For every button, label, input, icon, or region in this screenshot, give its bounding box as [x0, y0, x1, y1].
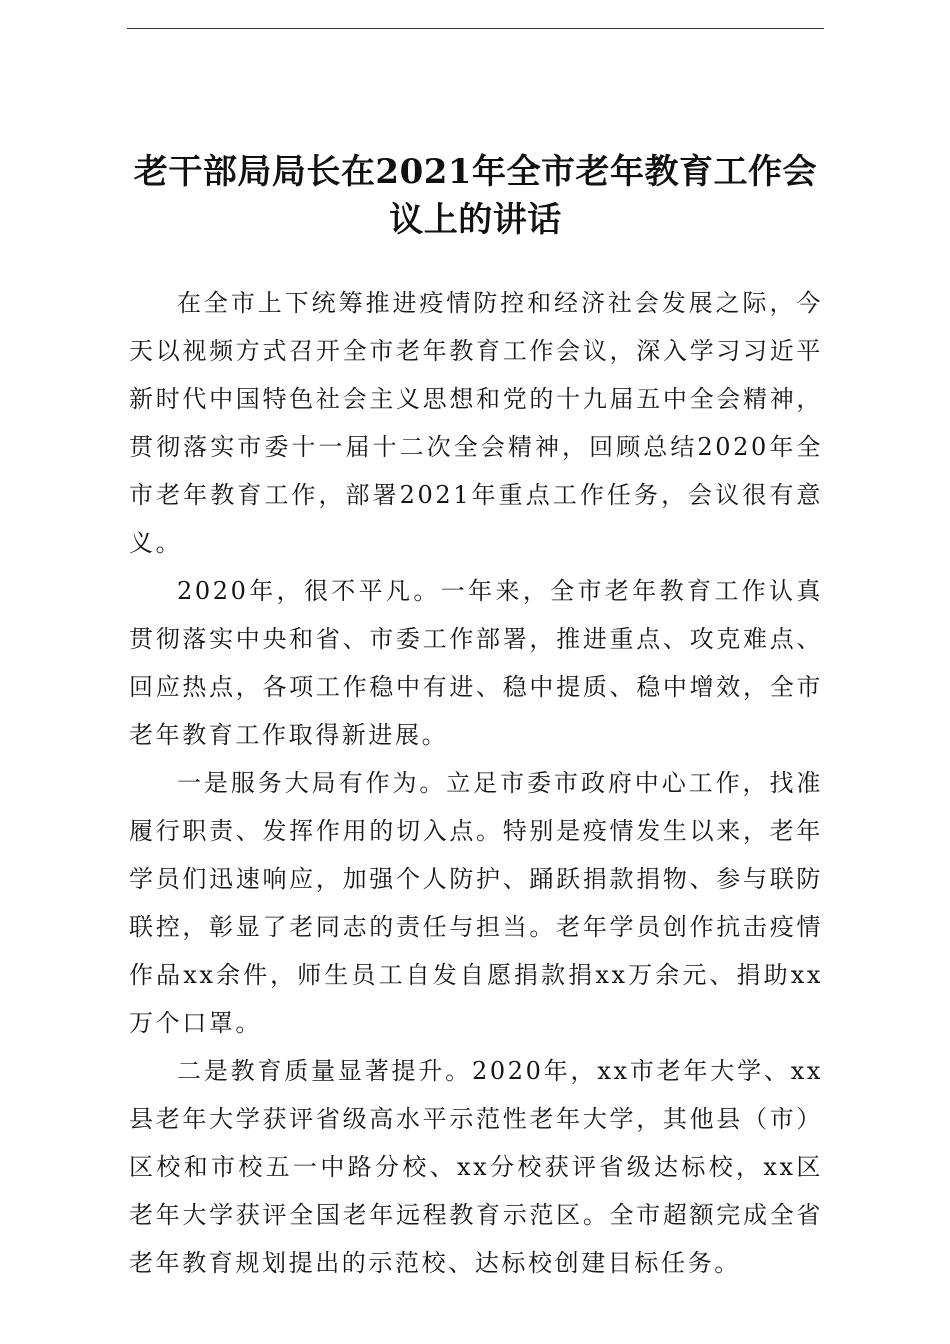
- document-title: [120, 148, 831, 244]
- paragraph-4: 二是教育质量显著提升。2020年，xx市老年大学、xx县老年大学获评省级高水平示范性老年大学，其他县（市）区校和市校五一中路分校、xx分校获评省级达标校，xx区老年大学获评全国老年远程教育示范区。全市超额完成全省老年教育规划提出的示范校、达标校创建目标任务。: [129, 1057, 823, 1277]
- paragraph-1: 在全市上下统筹推进疫情防控和经济社会发展之际，今天以视频方式召开全市老年教育工作会议，深入学习习近平新时代中国特色社会主义思想和党的十九届五中全会精神，贯彻落实市委十一届十二次全会精神，回顾总结2020年全市老年教育工作，部署2021年重点工作任务，会议很有意义。: [129, 289, 823, 557]
- document-body: [129, 279, 823, 1287]
- paragraph-3: 一是服务大局有作为。立足市委市政府中心工作，找准履行职责、发挥作用的切入点。特别是疫情发生以来，老年学员们迅速响应，加强个人防护、踊跃捐款捐物、参与联防联控，彰显了老同志的责任与担当。老年学员创作抗击疫情作品xx余件，师生员工自发自愿捐款捐xx万余元、捐助xx万个口罩。: [129, 769, 823, 1037]
- title-line-1: 老干部局局长在2021年全市老年教育工作会: [133, 152, 818, 192]
- title-line-2: 议上的讲话: [389, 200, 562, 240]
- paragraph-2: 2020年，很不平凡。一年来，全市老年教育工作认真贯彻落实中央和省、市委工作部署，推进重点、攻克难点、回应热点，各项工作稳中有进、稳中提质、稳中增效，全市老年教育工作取得新进展。: [129, 577, 823, 749]
- header-rule: [127, 28, 824, 29]
